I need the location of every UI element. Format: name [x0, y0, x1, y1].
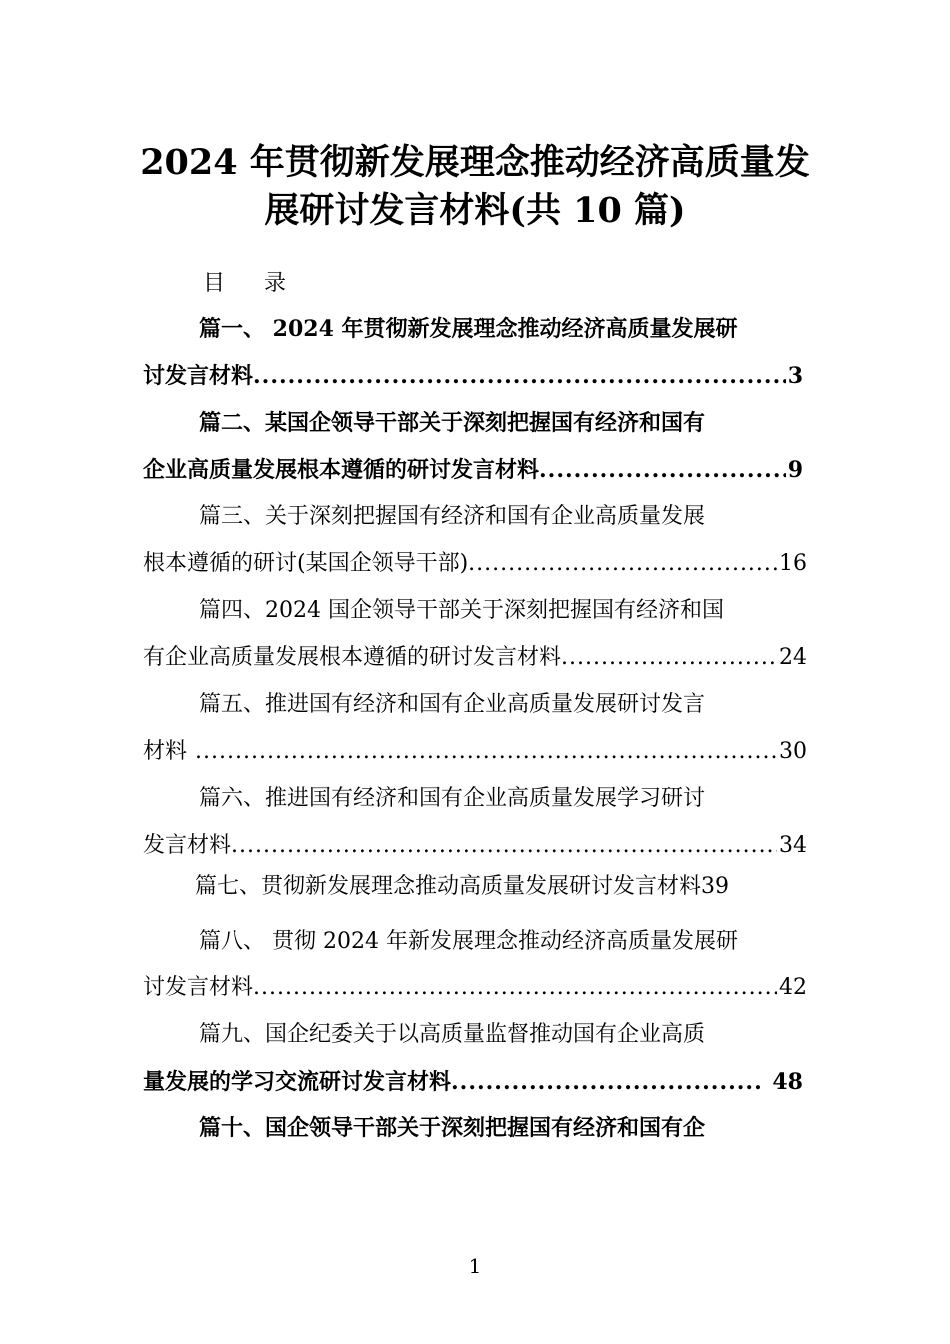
- toc-entry-5-page: 30: [779, 739, 807, 764]
- dot-leader: [451, 1067, 762, 1097]
- toc-entry-1-line-1: 篇一、 2024 年贯彻新发展理念推动经济高质量发展研: [199, 316, 738, 342]
- toc-entry-8-line-2: 讨发言材料: [143, 975, 254, 1000]
- toc-entry-1-leader: [143, 361, 803, 391]
- dot-leader: [253, 361, 786, 391]
- toc-entry-9-line-1: 篇九、国企纪委关于以高质量监督推动国有企业高质: [199, 1022, 706, 1047]
- document-title-line-1: 2024 年贯彻新发展理念推动经济高质量发: [140, 142, 810, 183]
- dot-leader: [468, 549, 777, 579]
- toc-entry-9-leader: [143, 1067, 803, 1097]
- toc-heading: 目 录: [203, 271, 302, 296]
- toc-entry-7-text: 篇七、贯彻新发展理念推动高质量发展研讨发言材料: [195, 874, 702, 899]
- toc-entry-5-line-2: 材料: [143, 739, 188, 764]
- toc-entry-5-leader: [143, 737, 807, 767]
- toc-entry-7-page: 39: [701, 874, 730, 899]
- toc-entry-8-line-1: 篇八、 贯彻 2024 年新发展理念推动经济高质量发展研: [199, 929, 738, 954]
- toc-entry-4-line-1: 篇四、2024 国企领导干部关于深刻把握国有经济和国: [199, 598, 724, 623]
- dot-leader: [561, 643, 777, 673]
- toc-entry-8-page: 42: [779, 975, 807, 1000]
- toc-entry-7: [195, 872, 729, 902]
- toc-entry-1-page: 3: [787, 363, 803, 389]
- toc-entry-3-line-1: 篇三、关于深刻把握国有经济和国有企业高质量发展: [199, 504, 706, 529]
- page-number: 1: [468, 1254, 482, 1278]
- dot-leader: [187, 737, 777, 767]
- toc-entry-8-leader: [143, 973, 807, 1003]
- toc-entry-6-page: 34: [779, 833, 807, 858]
- toc-entry-3-page: 16: [779, 551, 807, 576]
- toc-entry-2-page: 9: [787, 457, 803, 483]
- toc-entry-3-line-2: 根本遵循的研讨(某国企领导干部): [143, 551, 469, 576]
- toc-entry-6-leader: [143, 831, 807, 861]
- toc-entry-1-line-2: 讨发言材料: [143, 363, 254, 389]
- toc-entry-9-line-2: 量发展的学习交流研讨发言材料: [143, 1069, 452, 1095]
- toc-entry-10-line-1: 篇十、国企领导干部关于深刻把握国有经济和国有企: [199, 1115, 706, 1141]
- toc-entry-6-line-2: 发言材料: [143, 833, 232, 858]
- dot-leader: [231, 831, 777, 861]
- toc-entry-2-line-1: 篇二、某国企领导干部关于深刻把握国有经济和国有: [199, 410, 706, 436]
- toc-entry-5-line-1: 篇五、推进国有经济和国有企业高质量发展研讨发言: [199, 692, 706, 717]
- dot-leader: [253, 973, 777, 1003]
- toc-entry-3-leader: [143, 549, 807, 579]
- dot-leader: [539, 455, 786, 485]
- toc-entry-2-line-2: 企业高质量发展根本遵循的研讨发言材料: [143, 457, 540, 483]
- document-title-line-2: 展研讨发言材料(共 10 篇): [264, 190, 686, 231]
- toc-entry-4-leader: [143, 643, 807, 673]
- toc-entry-4-line-2: 有企业高质量发展根本遵循的研讨发言材料: [143, 645, 562, 670]
- toc-entry-6-line-1: 篇六、推进国有经济和国有企业高质量发展学习研讨: [199, 786, 706, 811]
- toc-entry-4-page: 24: [779, 645, 807, 670]
- toc-entry-2-leader: [143, 455, 803, 485]
- toc-entry-9-page: 48: [772, 1069, 803, 1095]
